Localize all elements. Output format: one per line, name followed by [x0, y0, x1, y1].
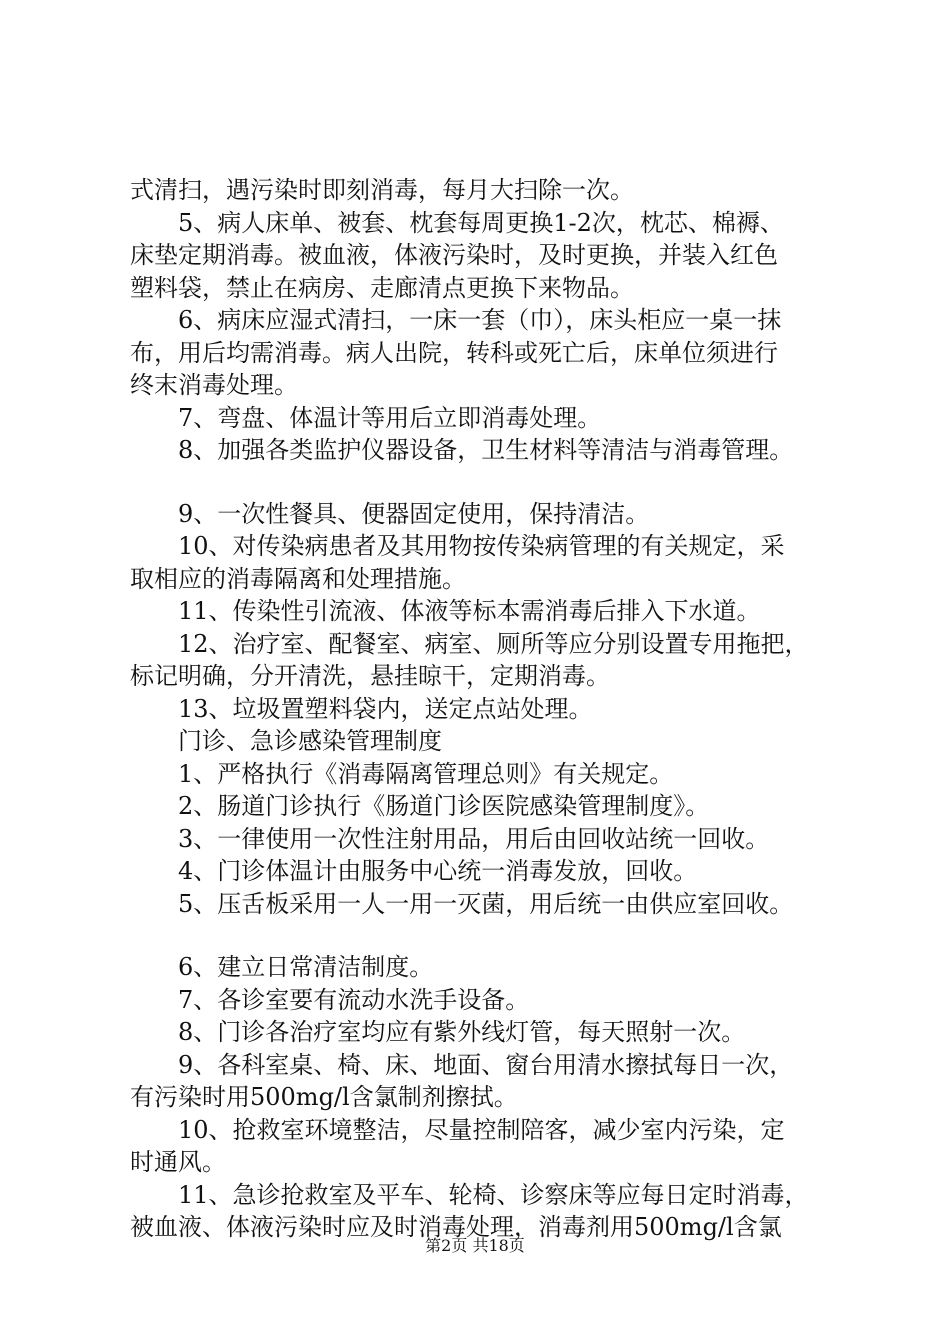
text-line: 终末消毒处理。: [130, 371, 298, 399]
text-line: 6、病床应湿式清扫，一床一套（巾），床头柜应一桌一抹: [130, 306, 782, 334]
text-line: 有污染时用500mg/l含氯制剂擦拭。: [130, 1083, 518, 1111]
text-line: 6、建立日常清洁制度。: [130, 953, 434, 981]
text-line: 7、各诊室要有流动水洗手设备。: [130, 985, 530, 1014]
text-line: 11、急诊抢救室及平车、轮椅、诊察床等应每日定时消毒，: [130, 1180, 809, 1209]
text-line: 床垫定期消毒。被血液，体液污染时，及时更换，并装入红色: [130, 241, 778, 269]
text-line: 12、治疗室、配餐室、病室、厕所等应分别设置专用拖把，: [130, 629, 809, 658]
text-line: 4、门诊体温计由服务中心统一消毒发放，回收。: [130, 857, 698, 885]
text-line: 7、弯盘、体温计等用后立即消毒处理。: [130, 403, 602, 432]
text-line: 标记明确，分开清洗，悬挂晾干，定期消毒。: [130, 662, 610, 690]
text-line: 时通风。: [130, 1148, 226, 1176]
document-body: [130, 174, 830, 1244]
text-line: 式清扫，遇污染时即刻消毒，每月大扫除一次。: [130, 176, 634, 204]
text-line: 取相应的消毒隔离和处理措施。: [130, 564, 466, 593]
paragraph-gap: [130, 920, 830, 951]
text-line: 10、抢救室环境整洁，尽量控制陪客，减少室内污染，定: [130, 1115, 785, 1144]
text-line: 8、门诊各治疗室均应有紫外线灯管，每天照射一次。: [130, 1018, 746, 1046]
text-line: 3、一律使用一次性注射用品，用后由回收站统一回收。: [130, 824, 770, 853]
text-line: 被血液、体液污染时应及时消毒处理，消毒剂用500mg/l含氯: [130, 1213, 782, 1241]
paragraph-gap: [130, 467, 830, 498]
text-line: 塑料袋，禁止在病房、走廊清点更换下来物品。: [130, 273, 634, 302]
text-line: 9、各科室桌、椅、床、地面、窗台用清水擦拭每日一次，: [130, 1050, 794, 1079]
text-line: 5、病人床单、被套、枕套每周更换1-2次，枕芯、棉褥、: [130, 208, 784, 237]
text-line: 1、严格执行《消毒隔离管理总则》有关规定。: [130, 759, 674, 788]
section-heading: 门诊、急诊感染管理制度: [130, 727, 442, 755]
text-line: 11、传染性引流液、体液等标本需消毒后排入下水道。: [130, 597, 761, 625]
text-line: 9、一次性餐具、便器固定使用，保持清洁。: [130, 499, 650, 528]
text-line: 8、加强各类监护仪器设备，卫生材料等清洁与消毒管理。: [130, 436, 794, 464]
text-line: 10、对传染病患者及其用物按传染病管理的有关规定，采: [130, 532, 785, 560]
text-line: 布，用后均需消毒。病人出院，转科或死亡后，床单位须进行: [130, 338, 778, 367]
text-line: 2、肠道门诊执行《肠道门诊医院感染管理制度》。: [130, 792, 710, 820]
page-footer: 第2页 共18页: [425, 1236, 525, 1255]
text-line: 5、压舌板采用一人一用一灭菌，用后统一由供应室回收。: [130, 889, 794, 918]
text-line: 13、垃圾置塑料袋内，送定点站处理。: [130, 694, 593, 723]
